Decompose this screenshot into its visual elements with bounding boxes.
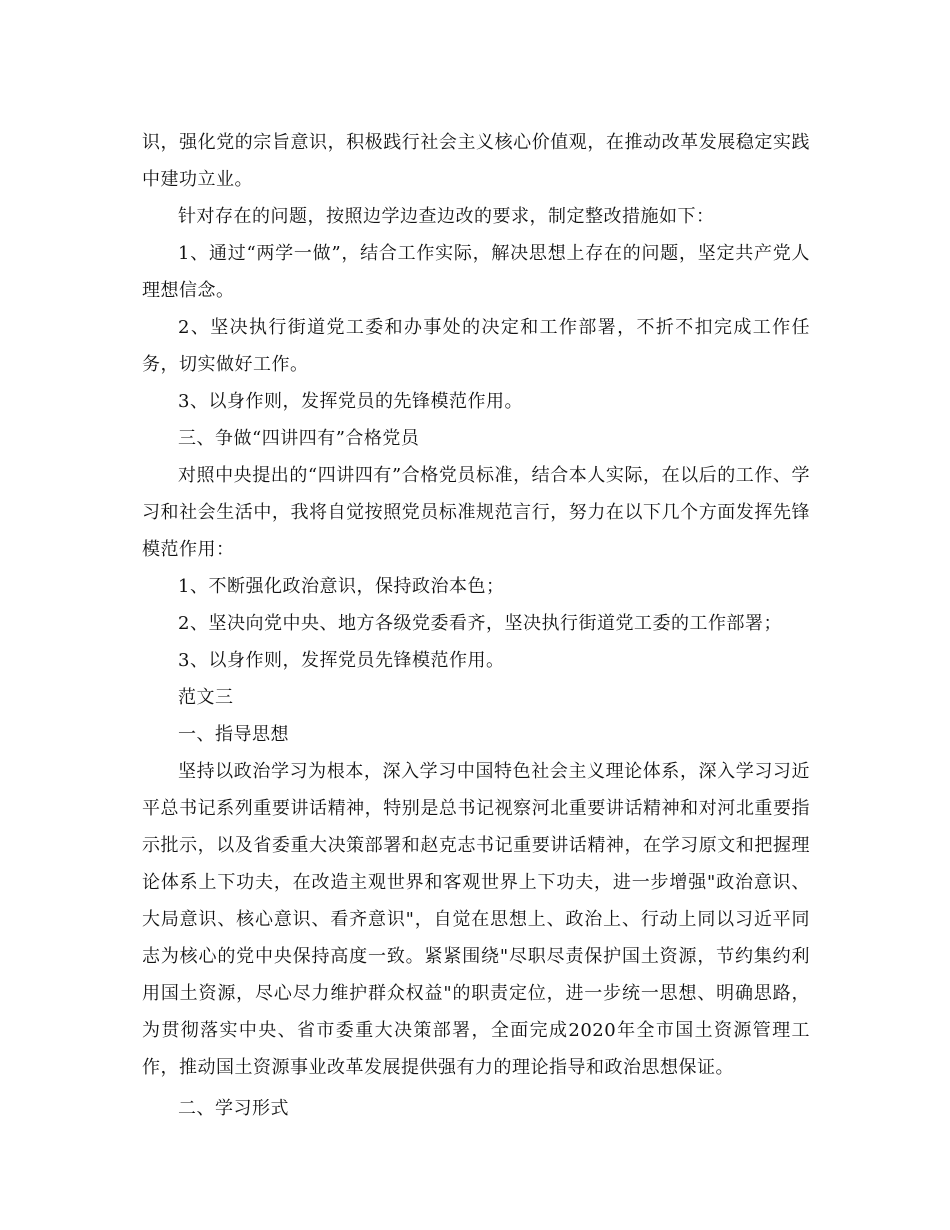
document-page bbox=[142, 124, 810, 1127]
paragraph-guiding-thought: 坚持以政治学习为根本，深入学习中国特色社会主义理论体系，深入学习习近平总书记系列重要讲话精神，特别是总书记视察河北重要讲话精神和对河北重要指示批示，以及省委重大决策部署和赵克志书记重要讲话精神，在学习原文和把握理论体系上下功夫，在改造主观世界和客观世界上下功夫，进一步增强"政治意识、大局意识、核心意识、看齐意识"，自觉在思想上、政治上、行动上同以习近平同志为核心的党中央保持高度一致。紧紧围绕"尽职尽责保护国土资源，节约集约利用国土资源，尽心尽力维护群众权益"的职责定位，进一步统一思想、明确思路，为贯彻落实中央、省市委重大决策部署，全面完成2020年全市国土资源管理工作，推动国土资源事业改革发展提供强有力的理论指导和政治思想保证。 bbox=[142, 761, 810, 1078]
paragraph-item-1: 1、不断强化政治意识，保持政治本色； bbox=[178, 576, 505, 597]
paragraph-standards: 对照中央提出的“四讲四有”合格党员标准，结合本人实际，在以后的工作、学习和社会生活中，我将自觉按照党员标准规范言行，努力在以下几个方面发挥先锋模范作用： bbox=[142, 465, 810, 560]
paragraph-measure-3: 3、以身作则，发挥党员的先锋模范作用。 bbox=[178, 391, 523, 412]
paragraph-item-2: 2、坚决向党中央、地方各级党委看齐，坚决执行街道党工委的工作部署； bbox=[178, 613, 782, 634]
paragraph-continued: 识，强化党的宗旨意识，积极践行社会主义核心价值观，在推动改革发展稳定实践中建功立业。 bbox=[142, 132, 810, 190]
sample-heading: 范文三 bbox=[178, 687, 234, 708]
section-heading-guiding: 一、指导思想 bbox=[178, 724, 289, 745]
section-heading-study-form: 二、学习形式 bbox=[178, 1098, 289, 1119]
paragraph-measure-1: 1、通过“两学一做”，结合工作实际，解决思想上存在的问题，坚定共产党人理想信念。 bbox=[142, 243, 810, 301]
paragraph-item-3: 3、以身作则，发挥党员先锋模范作用。 bbox=[178, 650, 505, 671]
paragraph-rectification-intro: 针对存在的问题，按照边学边查边改的要求，制定整改措施如下： bbox=[178, 206, 715, 227]
paragraph-measure-2: 2、坚决执行街道党工委和办事处的决定和工作部署，不折不扣完成工作任务，切实做好工作。 bbox=[142, 317, 810, 375]
section-heading-3: 三、争做“四讲四有”合格党员 bbox=[178, 428, 420, 449]
